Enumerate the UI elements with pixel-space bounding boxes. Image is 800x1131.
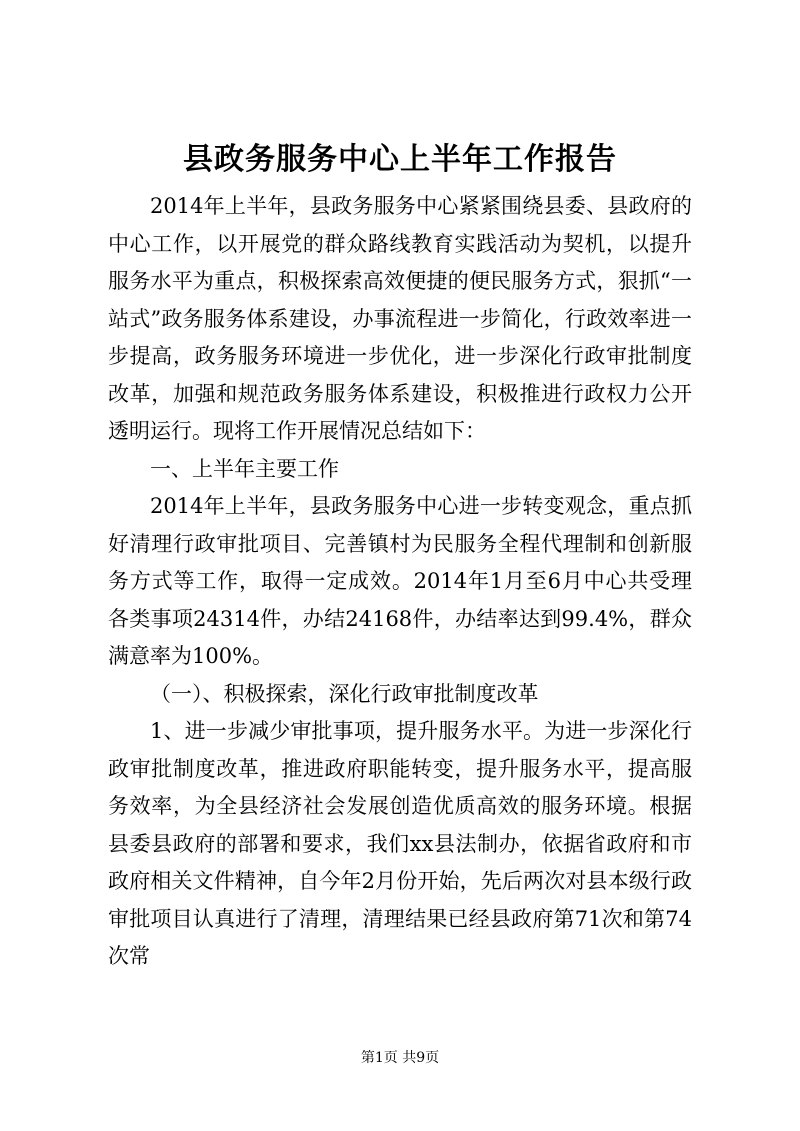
intro-paragraph: 2014年上半年，县政务服务中心紧紧围绕县委、县政府的中心工作，以开展党的群众路线教育实践活动为契机，以提升服务水平为重点，积极探索高效便捷的便民服务方式，狠抓“一站式”政务服务体系建设，办事流程进一步简化，行政效率进一步提高，政务服务环境进一步优化，进一步深化行政审批制度改革，加强和规范政务服务体系建设，积极推进行政权力公开透明运行。现将工作开展情况总结如下：: [108, 194, 692, 443]
section-heading: 一、上半年主要工作: [150, 456, 339, 481]
document-body: [108, 188, 692, 976]
detail-paragraph: 1、进一步减少审批事项，提升服务水平。为进一步深化行政审批制度改革，推进政府职能转变，提升服务水平，提高服务效率，为全县经济社会发展创造优质高效的服务环境。根据县委县政府的部署和要求，我们xx县法制办，依据省政府和市政府相关文件精神，自今年2月份开始，先后两次对县本级行政审批项目认真进行了清理，清理结果已经县政府第71次和第74次常: [108, 719, 692, 968]
document-title: 县政务服务中心上半年工作报告: [183, 142, 617, 177]
summary-paragraph: 2014年上半年，县政务服务中心进一步转变观念，重点抓好清理行政审批项目、完善镇村为民服务全程代理制和创新服务方式等工作，取得一定成效。2014年1月至6月中心共受理各类事项24314件，办结24168件，办结率达到99.4%，群众满意率为100%。: [108, 494, 692, 668]
page-number: 第1页 共9页: [360, 1050, 440, 1066]
subsection-heading: （一）、积极探索，深化行政审批制度改革: [150, 681, 539, 706]
